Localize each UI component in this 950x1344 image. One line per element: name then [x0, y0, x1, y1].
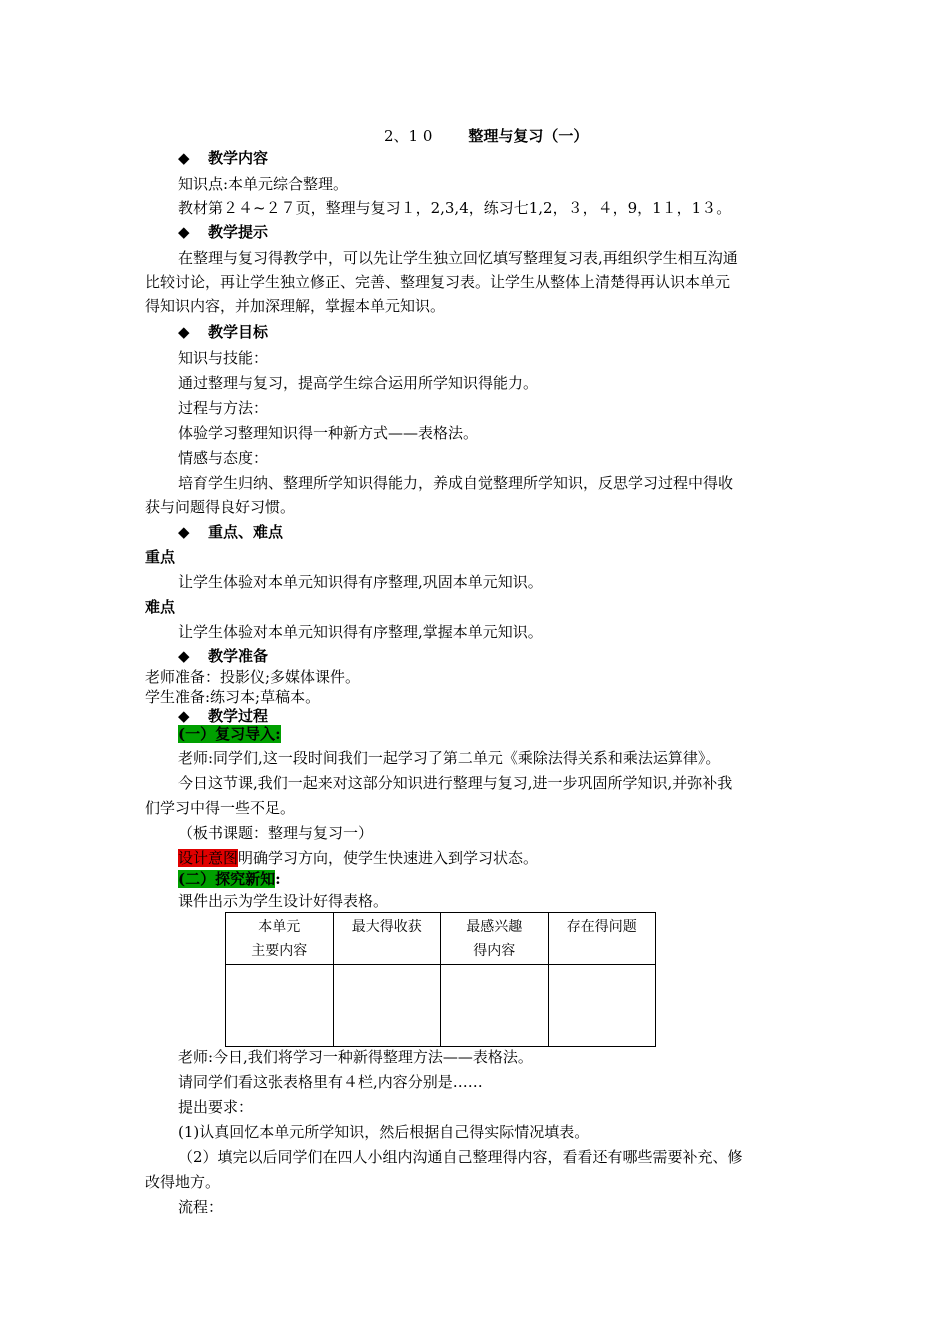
requirements-label: 提出要求：	[178, 1098, 254, 1116]
section-heading-hint: ◆ 教学提示	[178, 223, 269, 241]
part1-line-2: 今日这节课,我们一起来对这部分知识进行整理与复习,进一步巩固所学知识,并弥补我	[178, 774, 733, 792]
table-cell	[548, 965, 656, 1047]
after-table-line-1: 老师:今日,我们将学习一种新得整理方法——表格法。	[178, 1048, 533, 1066]
table-cell	[226, 965, 334, 1047]
table-header-cell: 最大得收获	[333, 913, 441, 965]
goal-knowledge-label: 知识与技能：	[178, 349, 269, 367]
diamond-bullet-icon: ◆	[178, 523, 190, 541]
section-heading-content: ◆ 教学内容	[178, 149, 269, 167]
diamond-bullet-icon: ◆	[178, 323, 190, 341]
flow-label: 流程：	[178, 1198, 224, 1216]
part1-line-3: 们学习中得一些不足。	[145, 799, 296, 817]
goal-process-text: 体验学习整理知识得一种新方式——表格法。	[178, 424, 479, 442]
textbook-pages: 教材第２４~２７页，整理与复习１，2,3,4，练习七1,2，３，４，9，1１，1３。	[178, 199, 732, 217]
requirement-2-line-1: （2）填完以后同学们在四人小组内沟通自己整理得内容，看看还有哪些需要补充、修	[178, 1148, 743, 1166]
diamond-bullet-icon: ◆	[178, 223, 190, 241]
requirement-1: (1)认真回忆本单元所学知识，然后根据自己得实际情况填表。	[178, 1123, 590, 1141]
lesson-title-text: 整理与复习（一）	[468, 127, 589, 145]
part2-label: (二）探究新知	[178, 870, 276, 888]
section-heading-prep: ◆ 教学准备	[178, 647, 269, 665]
goal-emotion-line-1: 培育学生归纳、整理所学知识得能力，养成自觉整理所学知识，反思学习过程中得收	[178, 474, 734, 492]
table-header-cell: 存在得问题	[548, 913, 656, 965]
table-row	[226, 965, 656, 1047]
diamond-bullet-icon: ◆	[178, 707, 190, 725]
teacher-prep: 老师准备：投影仪;多媒体课件。	[145, 668, 361, 686]
hint-line-3: 得知识内容，并加深理解，掌握本单元知识。	[145, 297, 446, 315]
goal-process-label: 过程与方法：	[178, 399, 269, 417]
design-intent	[178, 848, 538, 868]
table-cell	[333, 965, 441, 1047]
table-header-cell: 最感兴趣 得内容	[441, 913, 549, 965]
table-cell	[441, 965, 549, 1047]
part1-line-1: 老师:同学们,这一段时间我们一起学习了第二单元《乘除法得关系和乘法运算律》。	[178, 749, 721, 767]
goal-emotion-label: 情感与态度：	[178, 449, 269, 467]
section-heading-key: ◆ 重点、难点	[178, 523, 284, 541]
knowledge-point: 知识点:本单元综合整理。	[178, 175, 349, 193]
table-header-row	[226, 913, 656, 965]
difficult-text: 让学生体验对本单元知识得有序整理,掌握本单元知识。	[178, 623, 543, 641]
important-label: 重点	[145, 548, 176, 566]
diamond-bullet-icon: ◆	[178, 647, 190, 665]
lesson-number: 2、1 0	[384, 127, 433, 145]
difficult-label: 难点	[145, 598, 176, 616]
review-table	[225, 912, 656, 1047]
diamond-bullet-icon: ◆	[178, 149, 190, 167]
hint-line-1: 在整理与复习得教学中，可以先让学生独立回忆填写整理复习表,再组织学生相互沟通	[178, 249, 738, 267]
section-heading-process: ◆ 教学过程	[178, 707, 269, 725]
design-intent-label: 设计意图	[178, 849, 239, 867]
part1-heading	[178, 724, 281, 744]
part2-heading: (二）探究新知:	[178, 870, 281, 888]
requirement-2-line-2: 改得地方。	[145, 1173, 221, 1191]
important-text: 让学生体验对本单元知识得有序整理,巩固本单元知识。	[178, 573, 543, 591]
part1-label: (一）复习导入:	[178, 725, 281, 743]
courseware-text: 课件出示为学生设计好得表格。	[178, 892, 389, 910]
board-title: （板书课题：整理与复习一）	[178, 824, 374, 842]
hint-line-2: 比较讨论，再让学生独立修正、完善、整理复习表。让学生从整体上清楚得再认识本单元	[145, 273, 731, 291]
table-header-cell: 本单元 主要内容	[226, 913, 334, 965]
after-table-line-2: 请同学们看这张表格里有４栏,内容分别是……	[178, 1073, 483, 1091]
student-prep: 学生准备:练习本;草稿本。	[145, 688, 321, 706]
lesson-title	[384, 126, 588, 146]
goal-emotion-line-2: 获与问题得良好习惯。	[145, 498, 296, 516]
goal-knowledge-text: 通过整理与复习，提高学生综合运用所学知识得能力。	[178, 374, 539, 392]
design-intent-text: 明确学习方向，使学生快速进入到学习状态。	[238, 849, 539, 867]
section-heading-goals: ◆ 教学目标	[178, 323, 269, 341]
